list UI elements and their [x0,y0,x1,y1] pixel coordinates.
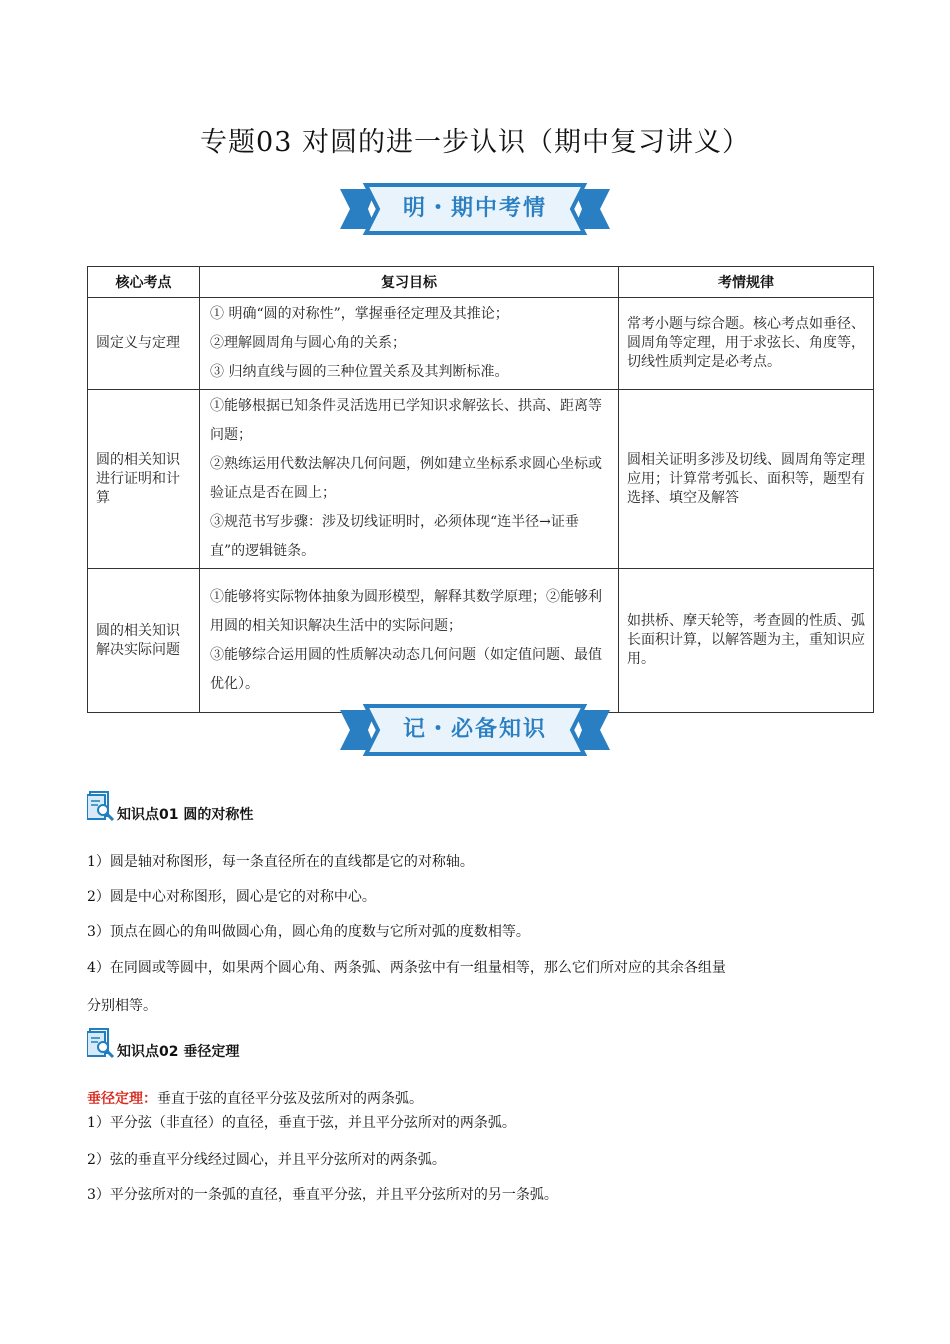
row-topic: 圆定义与定理 [88,298,200,390]
goal-item: ②熟练运用代数法解决几何问题，例如建立坐标系求圆心坐标或验证点是否在圆上； [210,456,602,501]
exam-banner [340,183,610,235]
kp1-item: 3）顶点在圆心的角叫做圆心角，圆心角的度数与它所对弧的度数相等。 [87,924,530,940]
goal-item: ③ 归纳直线与圆的三种位置关系及其判断标准。 [210,364,509,380]
knowledge-point-title: 知识点02 垂径定理 [117,1044,240,1060]
kp1-item: 4）在同圆或等圆中，如果两个圆心角、两条弧、两条弦中有一组量相等，那么它们所对应的其余各组量 [87,960,726,976]
row-goals [200,569,619,713]
document-search-icon [87,790,117,822]
kp2-item: 1）平分弦（非直径）的直径，垂直于弦，并且平分弦所对的两条弧。 [87,1115,516,1131]
goal-item: ①能够将实际物体抽象为圆形模型，解释其数学原理；②能够利用圆的相关知识解决生活中的实际问题； [210,588,602,634]
theorem-line [87,1088,423,1108]
goal-item: ①能够根据已知条件灵活选用已学知识求解弦长、拱高、距离等问题； [210,398,602,443]
table-row [88,298,874,390]
goal-item: ① 明确“圆的对称性”，掌握垂径定理及其推论； [210,306,509,322]
kp1-item: 2）圆是中心对称图形，圆心是它的对称中心。 [87,889,376,905]
row-topic: 圆的相关知识解决实际问题 [88,569,200,713]
document-search-icon [87,1027,117,1059]
table-header-row [88,267,874,298]
kp2-item: 2）弦的垂直平分线经过圆心，并且平分弦所对的两条弧。 [87,1152,446,1168]
row-rule: 如拱桥、摩天轮等，考查圆的性质、弧长面积计算，以解答题为主，重知识应用。 [619,569,874,713]
goal-item: ③能够综合运用圆的性质解决动态几何问题（如定值问题、最值优化）。 [210,646,602,692]
table-row [88,569,874,713]
row-rule: 圆相关证明多涉及切线、圆周角等定理应用；计算常考弧长、面积等，题型有选择、填空及解答 [619,390,874,569]
header-topic: 核心考点 [88,267,200,298]
banner-title: 记・必备知识 [402,717,547,742]
header-rule: 考情规律 [619,267,874,298]
table-row [88,390,874,569]
row-goals [200,390,619,569]
header-goals: 复习目标 [200,267,619,298]
row-rule: 常考小题与综合题。核心考点如垂径、圆周角等定理，用于求弦长、角度等，切线性质判定是必考点。 [619,298,874,390]
page-title: 专题03 对圆的进一步认识（期中复习讲义） [200,127,750,158]
kp2-item: 3）平分弦所对的一条弧的直径，垂直平分弦，并且平分弦所对的另一条弧。 [87,1187,558,1203]
banner-title: 明・期中考情 [402,196,547,221]
row-goals [200,298,619,390]
kp1-item: 分别相等。 [87,998,157,1014]
row-topic: 圆的相关知识进行证明和计算 [88,390,200,569]
knowledge-point-title: 知识点01 圆的对称性 [117,807,254,823]
goal-item: ②理解圆周角与圆心角的关系； [210,335,406,351]
goal-item: ③规范书写步骤：涉及切线证明时，必须体现“连半径→证垂直”的逻辑链条。 [210,514,579,559]
kp1-item: 1）圆是轴对称图形，每一条直径所在的直线都是它的对称轴。 [87,854,474,870]
exam-overview-table [87,266,874,713]
theorem-text: 垂直于弦的直径平分弦及弦所对的两条弧。 [157,1091,423,1107]
knowledge-banner [340,704,610,756]
theorem-label: 垂径定理： [87,1091,157,1107]
